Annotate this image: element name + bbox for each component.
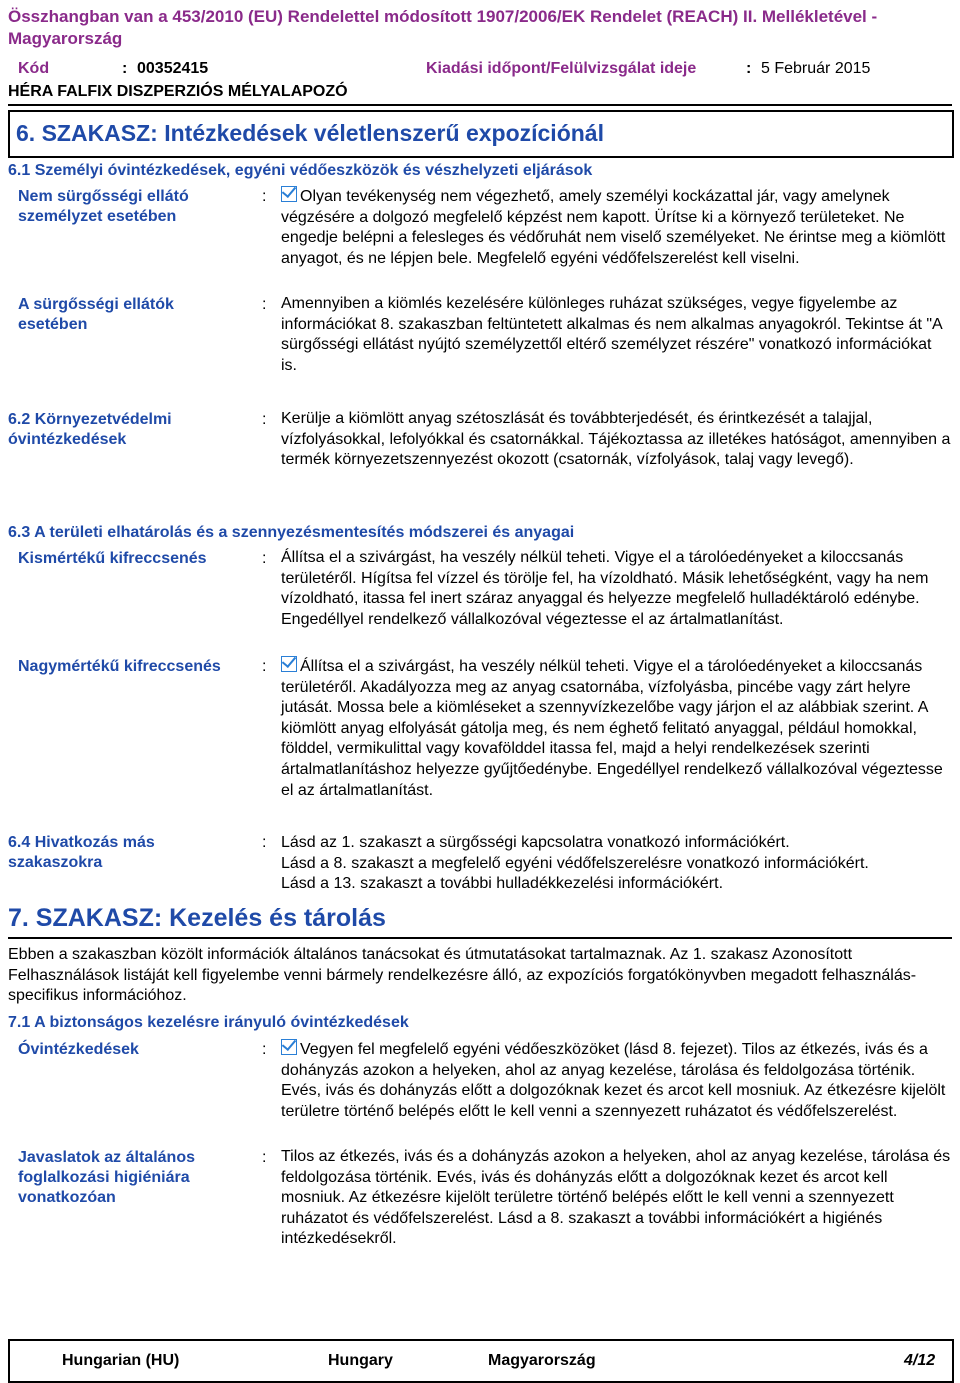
issue-date-colon: :: [746, 60, 752, 77]
reference-line-2: Lásd a 8. szakaszt a megfelelő egyéni védőfelszerelésre vonatkozó információkért.: [281, 854, 869, 872]
small-spill-label: Kismértékű kifreccsenés: [18, 550, 207, 567]
header-divider: [8, 104, 952, 106]
footer-country: Hungary: [328, 1352, 393, 1369]
page-footer: [8, 1339, 954, 1383]
subsection-6-4-text-block: [281, 833, 951, 895]
precautions-text-block: [281, 1039, 951, 1122]
section-6-title-box: [8, 110, 954, 158]
subsection-6-1-title: 6.1 Személyi óvintézkedések, egyéni védőeszközök és vészhelyzeti eljárások: [8, 162, 593, 179]
emergency-colon: :: [262, 296, 267, 313]
reference-line-3: Lásd a 13. szakaszt a további hulladékkezelési információkért.: [281, 875, 724, 893]
subsection-6-2-colon: :: [262, 411, 267, 428]
subsection-7-1-title: 7.1 A biztonságos kezelésre irányuló óvintézkedések: [8, 1014, 409, 1031]
emergency-text: Amennyiben a kiömlés kezelésére különleges ruházat szükséges, vegye figyelembe az információkat 8. szakaszban feltüntetett alkalmas és nem alkalmas anyagokról. Tekintse át "A sürgősségi ellátást nyújtó személyzettől eltérő személyzet részére" vonatkozó információkat is.: [281, 295, 942, 374]
hygiene-label: Javaslatok az általános foglalkozási higiéniára vonatkozóan: [18, 1149, 195, 1206]
non-emergency-colon: :: [262, 188, 267, 205]
footer-country-local: Magyarország: [488, 1352, 596, 1369]
section-7-intro: Ebben a szakaszban közölt információk általános tanácsokat és útmutatásokat tartalmaznak. Az 1. szakasz Azonosított Felhasználások listáját kell figyelembe venni bármely rendelkezésre álló, az expozíciós forgatókönyvben megadott felhasználás-specifikus információhoz.: [8, 946, 917, 1005]
footer-language: Hungarian (HU): [62, 1352, 180, 1369]
precautions-label: Óvintézkedések: [18, 1041, 139, 1058]
small-spill-colon: :: [262, 550, 267, 567]
section-7-title: 7. SZAKASZ: Kezelés és tárolás: [8, 904, 386, 932]
footer-page-number: 4/12: [904, 1352, 936, 1369]
hygiene-colon: :: [262, 1149, 267, 1166]
subsection-6-2-label: 6.2 Környezetvédelmi óvintézkedések: [8, 411, 172, 448]
checkmark-box-icon: [281, 1039, 297, 1055]
issue-date-label: Kiadási időpont/Felülvizsgálat ideje: [426, 60, 697, 77]
emergency-label: A sürgősségi ellátók esetében: [18, 296, 174, 333]
non-emergency-text-block: [281, 186, 951, 269]
code-value: 00352415: [137, 60, 209, 77]
large-spill-colon: :: [262, 658, 267, 675]
subsection-6-2-text: Kerülje a kiömlött anyag szétoszlását és továbbterjedését, és érintkezését a talajjal, vízfolyásokkal, lefolyókkal és csatornákkal. Tájékoztassa az illetékes hatóságot, amennyiben a termék környezetszennyezést okozott (csatornák, vízfolyások, talaj vagy levegő).: [281, 410, 951, 469]
issue-date-value: 5 Február 2015: [761, 60, 871, 77]
large-spill-text-block: [281, 656, 951, 801]
reference-line-1: Lásd az 1. szakaszt a sürgősségi kapcsolatra vonatkozó információkért.: [281, 834, 790, 851]
document-header-title: Összhangban van a 453/2010 (EU) Rendelettel módosított 1907/2006/EK Rendelet (REACH) II. Mellékletével - Magyarország: [8, 7, 878, 48]
subsection-6-3-title: 6.3 A területi elhatárolás és a szennyezésmentesítés módszerei és anyagai: [8, 524, 575, 541]
hygiene-text: Tilos az étkezés, ivás és a dohányzás azokon a helyeken, ahol az anyag kezelése, tárolása és feldolgozása történik. Evés, ivás és dohányzás előtt a dolgozóknak kezet és arcot kell mosniuk. Az étkezésre kijelölt területre történő belépés előtt le kell venni a szennyezett ruházatot és védőfelszerelést. Lásd a 8. szakaszt a további információkért a higiénés intézkedésekről.: [281, 1148, 951, 1248]
checkmark-box-icon: [281, 186, 297, 202]
large-spill-label: Nagymértékű kifreccsenés: [18, 658, 221, 675]
large-spill-text: Állítsa el a szivárgást, ha veszély nélkül teheti. Vigye el a tárolóedényeket a kiloccsanás területéről. Akadályozza meg az anyag csatornába, vízfolyásba, pincébe vagy zárt helyre jutását. Mossa bele a kiömléseket a szennyvízkezelőbe vagy járjon el az alábbiak szerint. A kiömlött anyag elfolyását gátolja meg, és nem éghető felitató anyaggal, például homokkal, földdel, vermikulittal vagy kovafölddel itassa fel, majd a helyi rendelkezések szerinti ártalmatlanításhoz helyezze gyűjtőedénybe. Engedéllyel rendelkező vállalkozóval végeztesse el az ártalmatlanítást.: [281, 658, 943, 799]
code-label: Kód: [18, 60, 50, 77]
subsection-6-4-label: 6.4 Hivatkozás más szakaszokra: [8, 834, 155, 871]
precautions-colon: :: [262, 1041, 267, 1058]
section-6-title: 6. SZAKASZ: Intézkedések véletlenszerű expozíciónál: [16, 120, 604, 146]
checkmark-box-icon: [281, 656, 297, 672]
small-spill-text: Állítsa el a szivárgást, ha veszély nélkül teheti. Vigye el a tárolóedényeket a kiloccsanás területéről. Hígítsa fel vízzel és törölje fel, ha vízoldható. Másik lehetőségként, vagy ha nem vízoldható, itassa fel inert száraz anyaggal és helyezze megfelelő hulladéktároló edénybe. Engedéllyel rendelkező vállalkozóval végeztesse el az ártalmatlanítást.: [281, 549, 929, 628]
code-colon: :: [122, 60, 128, 77]
subsection-6-4-colon: :: [262, 834, 267, 851]
precautions-text: Vegyen fel megfelelő egyéni védőeszközöket (lásd 8. fejezet). Tilos az étkezés, ivás és a dohányzás azokon a helyeken, ahol az anyag kezelése, tárolása és feldolgozása történik. Evés, ivás és dohányzás előtt a dolgozóknak kezet és arcot kell mosniuk. Az étkezésre kijelölt területre történő belépés előtt le kell venni a szennyezett ruházatot és védőfelszerelést.: [281, 1041, 946, 1120]
section-7-divider: [8, 937, 952, 939]
product-name: HÉRA FALFIX DISZPERZIÓS MÉLYALAPOZÓ: [8, 83, 348, 100]
non-emergency-label: Nem sürgősségi ellátó személyzet esetében: [18, 188, 189, 225]
non-emergency-text: Olyan tevékenység nem végezhető, amely személyi kockázattal jár, vagy amelynek végzésére a dolgozó megfelelő képzést nem kapott. Ürítse ki a környező területeket. Ne engedje belépni a felesleges és védőruhát nem viselő személyeket. Ne érintse meg a kiömlött anyagot, és ne lépjen bele. Megfelelő egyéni védőfelszerelést kell viselni.: [281, 188, 946, 267]
